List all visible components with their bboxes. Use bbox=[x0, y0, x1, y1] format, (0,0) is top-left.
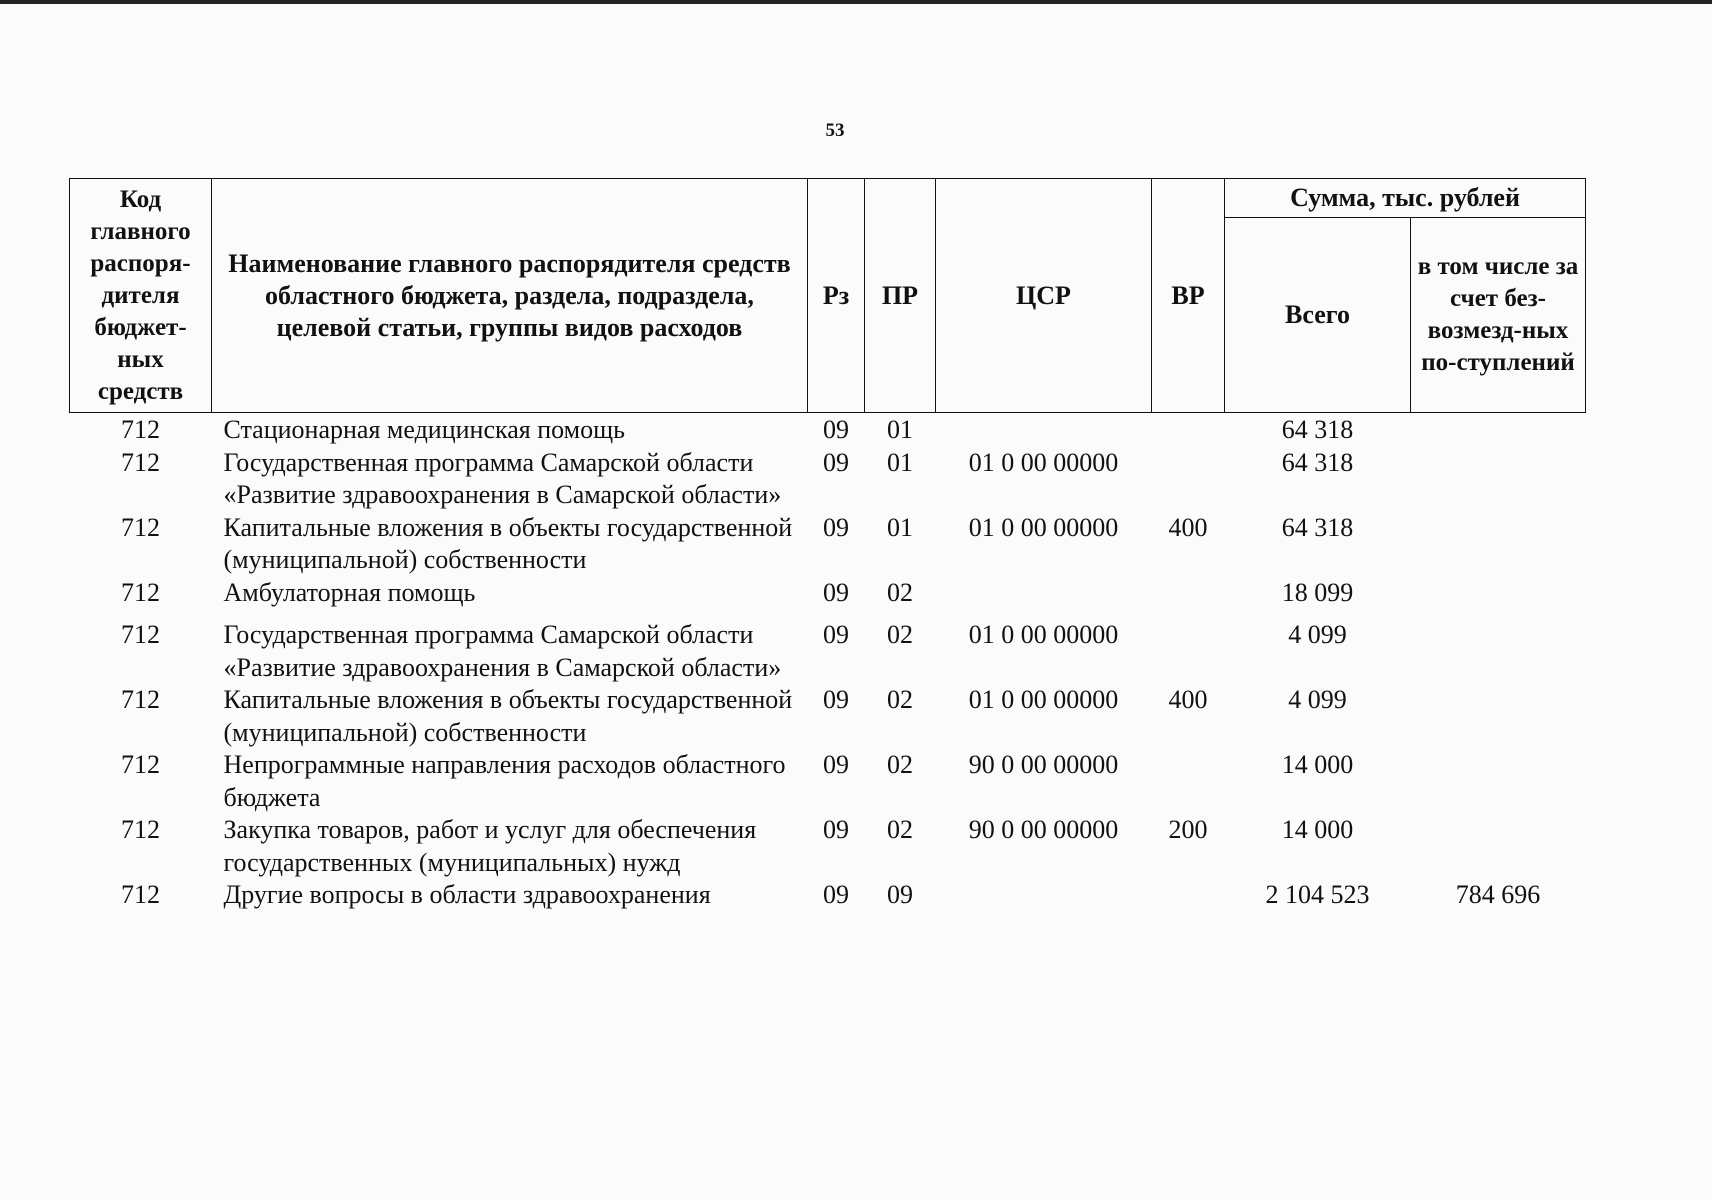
row-pr: 02 bbox=[887, 815, 913, 844]
table-row bbox=[70, 879, 1586, 912]
row-name: Государственная программа Самарской области «Развитие здравоохранения в Самарской области» bbox=[223, 447, 782, 509]
row-total: 4 099 bbox=[1288, 620, 1347, 649]
row-code: 712 bbox=[121, 447, 160, 477]
row-name: Другие вопросы в области здравоохранения bbox=[223, 880, 711, 909]
row-rz: 09 bbox=[823, 512, 849, 542]
header-csr: ЦСР bbox=[936, 179, 1152, 413]
row-code: 712 bbox=[121, 750, 160, 779]
row-name: Капитальные вложения в объекты государственной (муниципальной) собственности bbox=[223, 685, 793, 747]
row-name: Государственная программа Самарской области «Развитие здравоохранения в Самарской области» bbox=[223, 620, 782, 682]
table-row bbox=[70, 413, 1586, 447]
row-vr: 400 bbox=[1168, 512, 1208, 542]
row-code: 712 bbox=[121, 815, 160, 844]
row-csr: 01 0 00 00000 bbox=[968, 685, 1119, 714]
row-csr bbox=[936, 879, 1152, 912]
row-rz: 09 bbox=[823, 447, 849, 477]
row-rz: 09 bbox=[823, 620, 849, 649]
row-code: 712 bbox=[121, 512, 160, 542]
header-incl: в том числе за счет без-возмезд-ных по-ступлений bbox=[1411, 218, 1586, 413]
row-rz: 09 bbox=[823, 685, 849, 714]
row-code: 712 bbox=[121, 415, 160, 444]
header-rz: Рз bbox=[808, 179, 865, 413]
row-csr: 90 0 00 00000 bbox=[968, 750, 1119, 779]
row-total: 64 318 bbox=[1281, 512, 1354, 542]
table-row bbox=[70, 684, 1586, 749]
row-total: 18 099 bbox=[1281, 577, 1354, 607]
row-name: Закупка товаров, работ и услуг для обеспечения государственных (муниципальных) нужд bbox=[223, 815, 757, 877]
row-code: 712 bbox=[121, 880, 160, 909]
row-total: 14 000 bbox=[1281, 750, 1354, 779]
row-csr: 90 0 00 00000 bbox=[968, 815, 1119, 844]
table-row bbox=[70, 447, 1586, 512]
header-name: Наименование главного распорядителя средств областного бюджета, раздела, подраздела, целевой статьи, группы видов расходов bbox=[212, 179, 808, 413]
table-body bbox=[70, 413, 1586, 912]
table-row bbox=[70, 609, 1586, 684]
row-incl bbox=[1411, 609, 1586, 684]
row-incl bbox=[1411, 684, 1586, 749]
row-vr bbox=[1152, 879, 1225, 912]
header-sum: Сумма, тыс. рублей bbox=[1225, 179, 1586, 218]
row-pr: 02 bbox=[887, 750, 913, 779]
row-total: 64 318 bbox=[1281, 447, 1354, 477]
row-rz: 09 bbox=[823, 415, 849, 444]
row-incl bbox=[1411, 749, 1586, 814]
row-total: 14 000 bbox=[1281, 815, 1354, 844]
row-name: Непрограммные направления расходов областного бюджета bbox=[223, 750, 786, 812]
row-pr: 02 bbox=[887, 577, 913, 607]
row-code: 712 bbox=[121, 577, 160, 607]
table-row bbox=[70, 749, 1586, 814]
row-csr bbox=[936, 577, 1152, 610]
table-row bbox=[70, 512, 1586, 577]
header-code: Код главного распоря-дителя бюджет-ных средств bbox=[70, 179, 212, 413]
row-vr: 200 bbox=[1168, 815, 1208, 844]
row-rz: 09 bbox=[823, 577, 849, 607]
table-row bbox=[70, 577, 1586, 610]
header-total: Всего bbox=[1225, 218, 1411, 413]
row-rz: 09 bbox=[823, 750, 849, 779]
row-incl bbox=[1411, 814, 1586, 879]
row-csr: 01 0 00 00000 bbox=[968, 620, 1119, 649]
row-pr: 09 bbox=[887, 880, 913, 909]
row-total: 64 318 bbox=[1281, 415, 1354, 444]
header-vr: ВР bbox=[1152, 179, 1225, 413]
row-name: Амбулаторная помощь bbox=[223, 577, 476, 607]
row-total: 2 104 523 bbox=[1265, 880, 1370, 909]
row-vr bbox=[1152, 609, 1225, 684]
row-name: Капитальные вложения в объекты государственной (муниципальной) собственности bbox=[223, 512, 793, 574]
row-csr: 01 0 00 00000 bbox=[968, 447, 1119, 477]
row-incl bbox=[1411, 512, 1586, 577]
header-pr: ПР bbox=[865, 179, 936, 413]
row-pr: 02 bbox=[887, 685, 913, 714]
row-pr: 01 bbox=[887, 415, 913, 444]
row-rz: 09 bbox=[823, 880, 849, 909]
row-vr bbox=[1152, 749, 1225, 814]
row-vr bbox=[1152, 577, 1225, 610]
table-header bbox=[70, 179, 1586, 413]
page-number: 53 bbox=[825, 120, 845, 141]
row-code: 712 bbox=[121, 685, 160, 714]
budget-table bbox=[69, 178, 1586, 912]
row-pr: 02 bbox=[887, 620, 913, 649]
row-vr bbox=[1152, 413, 1225, 447]
row-code: 712 bbox=[121, 620, 160, 649]
row-csr bbox=[936, 413, 1152, 447]
row-vr bbox=[1152, 447, 1225, 512]
row-incl bbox=[1411, 447, 1586, 512]
row-incl bbox=[1411, 413, 1586, 447]
row-pr: 01 bbox=[887, 447, 913, 477]
table-row bbox=[70, 814, 1586, 879]
top-border-line bbox=[0, 0, 1712, 4]
row-incl: 784 696 bbox=[1455, 880, 1541, 909]
row-total: 4 099 bbox=[1288, 685, 1347, 714]
row-incl bbox=[1411, 577, 1586, 610]
row-rz: 09 bbox=[823, 815, 849, 844]
row-pr: 01 bbox=[887, 512, 913, 542]
row-vr: 400 bbox=[1168, 685, 1208, 714]
row-name: Стационарная медицинская помощь bbox=[223, 415, 625, 444]
row-csr: 01 0 00 00000 bbox=[968, 512, 1119, 542]
